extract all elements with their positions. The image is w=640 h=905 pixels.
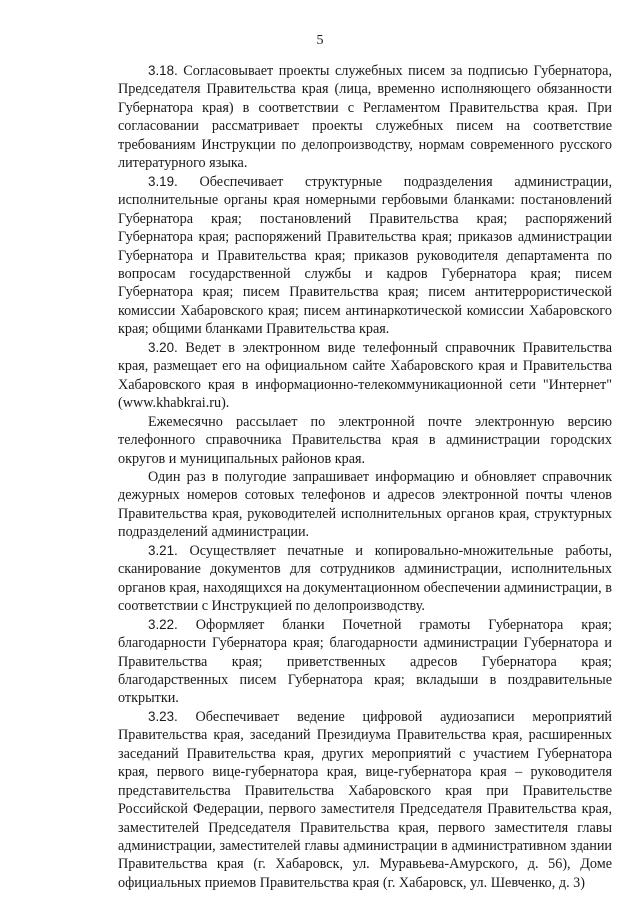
- paragraph-duty-numbers: [118, 468, 612, 542]
- paragraph-text: Обеспечивает ведение цифровой аудиозаписи мероприятий Правительства края, заседаний Президиума Правительства края, расширенных заседаний Правительства края, других мероприятий с участием Губернатора края, первого вице-губернатора края, вице-губернатора края – руководителя представительства Правительства Хабаровского края при Правительстве Российской Федерации, первого заместителя Председателя Правительства края, заместителей Председателя Правительства края, первого заместителя главы администрации, заместителей главы администрации в административном здании Правительства края (г. Хабаровск, ул. Муравьева-Амурского, д. 56), Доме официальных приемов Правительства края (г. Хабаровск, ул. Шевченко, д. 3): [118, 708, 613, 891]
- paragraph-number: 3.23.: [148, 708, 178, 724]
- paragraph-3-21: [118, 542, 612, 616]
- paragraph-text: Ежемесячно рассылает по электронной почте электронную версию телефонного справочника Правительства края в администрации городских округов и муниципальных районов края.: [118, 413, 612, 467]
- paragraph-text: Один раз в полугодие запрашивает информацию и обновляет справочник дежурных номеров сотовых телефонов и адресов электронной почты членов Правительства края, руководителей исполнительных органов края, структурных подразделений администрации.: [118, 468, 612, 541]
- paragraph-text: Обеспечивает структурные подразделения администрации, исполнительные органы края номерными гербовыми бланками: постановлений Губернатора края; постановлений Правительства края; распоряжений Губернатора края; распоряжений Правительства края; приказов администрации Губернатора и Правительства края; приказов руководителя департамента по вопросам государственной службы и кадров Губернатора края; писем Губернатора края; писем Правительства края; писем антитеррористической комиссии Хабаровского края; писем антинаркотической комиссии Хабаровского края; общими бланками Правительства края.: [118, 173, 612, 338]
- paragraph-phonebook-mailing: [118, 413, 612, 468]
- paragraph-number: 3.19.: [148, 173, 178, 189]
- paragraph-number: 3.21.: [148, 542, 178, 558]
- paragraph-number: 3.20.: [148, 339, 178, 355]
- paragraph-text: Ведет в электронном виде телефонный справочник Правительства края, размещает его на официальном сайте Хабаровского края и Правительства Хабаровского края в информационно-телекоммуникационной сети "Интернет" (www.khabkrai.ru).: [118, 339, 612, 412]
- paragraph-text: Оформляет бланки Почетной грамоты Губернатора края; благодарности Губернатора края; благодарности администрации Губернатора и Правительства края; приветственных адресов Губернатора края; благодарственных писем Губернатора края; вкладыши в поздравительные открытки.: [118, 616, 612, 707]
- paragraph-3-22: [118, 616, 612, 708]
- paragraph-3-19: [118, 173, 612, 339]
- paragraph-text: Согласовывает проекты служебных писем за подписью Губернатора, Председателя Правительства края (лица, временно исполняющего обязанности Губернатора края) в соответствии с Регламентом Правительства края. При согласовании рассматривает проекты служебных писем на соответствие требованиям Инструкции по делопроизводству, нормам современного русского литературного языка.: [118, 63, 612, 172]
- page-number: 5: [316, 33, 324, 48]
- paragraph-3-18: [118, 62, 612, 173]
- paragraph-3-23: [118, 708, 612, 893]
- paragraph-number: 3.22.: [148, 616, 178, 632]
- document-body: [118, 62, 612, 892]
- paragraph-3-20: [118, 339, 612, 413]
- paragraph-number: 3.18.: [148, 63, 178, 78]
- paragraph-text: Осуществляет печатные и копировально-множительные работы, сканирование документов для сотрудников администрации, исполнительных органов края, находящихся на документационном обеспечении администрации, в соответствии с Инструкцией по делопроизводству.: [118, 542, 612, 615]
